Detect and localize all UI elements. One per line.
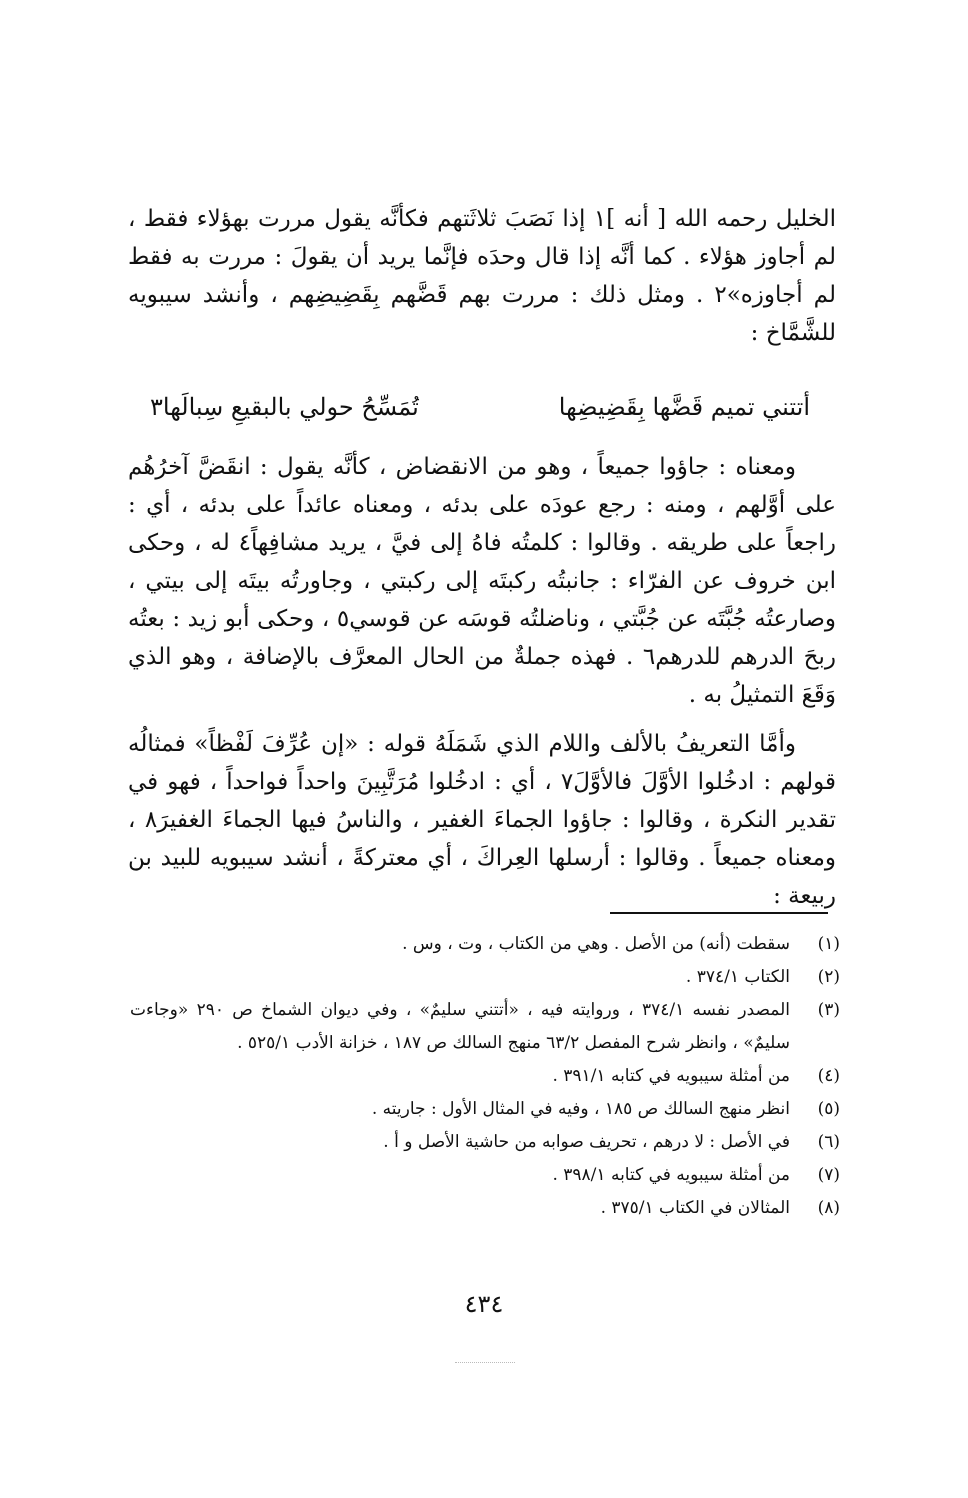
- verse-second-hemistich: تُمَسِّحُ حولي بالبقيعِ سِبالَها٣: [150, 393, 419, 421]
- footnote-text: من أمثلة سيبويه في كتابه ٣٩٨/١ .: [552, 1165, 790, 1185]
- footnote-text: المصدر نفسه ٣٧٤/١ ، وروايته فيه ، «أتتني سليمٌ» ، وفي ديوان الشماخ ص ٢٩٠ «وجاءت سليمٌ» ، وانظر شرح المفصل ٦٣/٢ منهج السالك ص ١٨٧ ، خزانة الأدب ٥٢٥/١ .: [130, 1000, 791, 1053]
- footnote-text: انظر منهج السالك ص ١٨٥ ، وفيه في المثال الأول : جاريته .: [371, 1099, 790, 1119]
- footnote-item: [130, 1126, 840, 1159]
- page-number: ٤٣٤: [464, 1290, 504, 1318]
- footnote-item: [130, 1192, 840, 1225]
- footnote-text: الكتاب ٣٧٤/١ .: [685, 967, 790, 987]
- scan-mark: [455, 1362, 515, 1363]
- paragraph-explanation: ومعناه : جاؤوا جميعاً ، وهو من الانقضاض ، كأنَّه يقول : انقَضَّ آخرُهُم على أوَّلهم ، ومنه : رجع عودَه على بدئه ، ومعناه عائداً على بدئه ، أي : راجعاً على طريقه . وقالوا : كلمتُه فاهُ إلى فيَّ ، يريد مشافِهاً٤ له ، وحكى ابن خروف عن الفرّاء : جانبتُه ركبتَه إلى ركبتي ، وجاورتُه بيتَه إلى بيتي ، وصارعتُه جُبَّتَه عن جُبَّتي ، وناضلتُه قوسَه عن قوسي٥ ، وحكى أبو زيد : بعتُه ربحَ الدرهم للدرهم٦ . فهذه جملةٌ من الحال المعرَّف بالإضافة ، وهو الذي وَقَعَ التمثيلُ به .: [128, 454, 836, 708]
- footnote-number: (٥): [817, 1099, 840, 1119]
- poetry-verse: [150, 388, 810, 426]
- footnote-item: [130, 928, 840, 961]
- footnote-item: [130, 961, 840, 994]
- footnote-number: (٤): [817, 1066, 840, 1086]
- footnote-text: سقطت (أنه) من الأصل . وهي من الكتاب ، وت ، وس .: [402, 934, 790, 954]
- footnote-number: (١): [817, 934, 840, 954]
- footnote-number: (٦): [817, 1132, 840, 1152]
- footnote-separator: [610, 912, 828, 914]
- footnote-text: في الأصل : لا درهم ، تحريف صوابه من حاشية الأصل و أ .: [383, 1132, 790, 1152]
- footnote-number: (٧): [817, 1165, 840, 1185]
- footnote-item: [130, 994, 840, 1060]
- footnote-number: (٨): [817, 1198, 840, 1218]
- verse-first-hemistich: أتتني تميم قَضَّها بِقَضِيضِها: [558, 393, 810, 421]
- footnote-item: [130, 1093, 840, 1126]
- footnote-item: [130, 1060, 840, 1093]
- paragraph-opening: الخليل رحمه الله [ أنه ]١ إذا نَصَبَ ثلاثَتهم فكأنَّه يقول مررت بهؤلاء فقط ، لم أجاوز هؤلاء . كما أنَّه إذا قال وحدَه فإنَّما يريد أن يقولَ : مررت به فقط لم أجاوزه»٢ . ومثل ذلك : مررت بهم قَضَّهم بِقَضِيضِهم ، وأنشد سيبويه للشَّمَّاخ :: [128, 206, 836, 346]
- paragraph-definite-article: وأمَّا التعريفُ بالألف واللام الذي شَمَلَهُ قوله : «إن عُرِّفَ لَفْظاً» فمثالُه قولهم : ادخُلوا الأوَّلَ فالأوَّلَ٧ ، أي : ادخُلوا مُرَتَّبِينَ واحداً فواحداً ، فهو في تقدير النكرة ، وقالوا : جاؤوا الجماءَ الغفير ، والناسُ فيها الجماءَ الغفيرَ٨ ، ومعناه جميعاً . وقالوا : أرسلها العِراكَ ، أي معتركةً ، أنشد سيبويه للبيد بن ربيعة :: [128, 731, 837, 909]
- footnote-text: المثالان في الكتاب ٣٧٥/١ .: [600, 1198, 790, 1218]
- footnote-text: من أمثلة سيبويه في كتابه ٣٩١/١ .: [552, 1066, 790, 1086]
- footnote-number: (٢): [817, 967, 840, 987]
- footnote-item: [130, 1159, 840, 1192]
- footnote-number: (٣): [817, 1000, 840, 1020]
- footnotes-section: [130, 928, 840, 1225]
